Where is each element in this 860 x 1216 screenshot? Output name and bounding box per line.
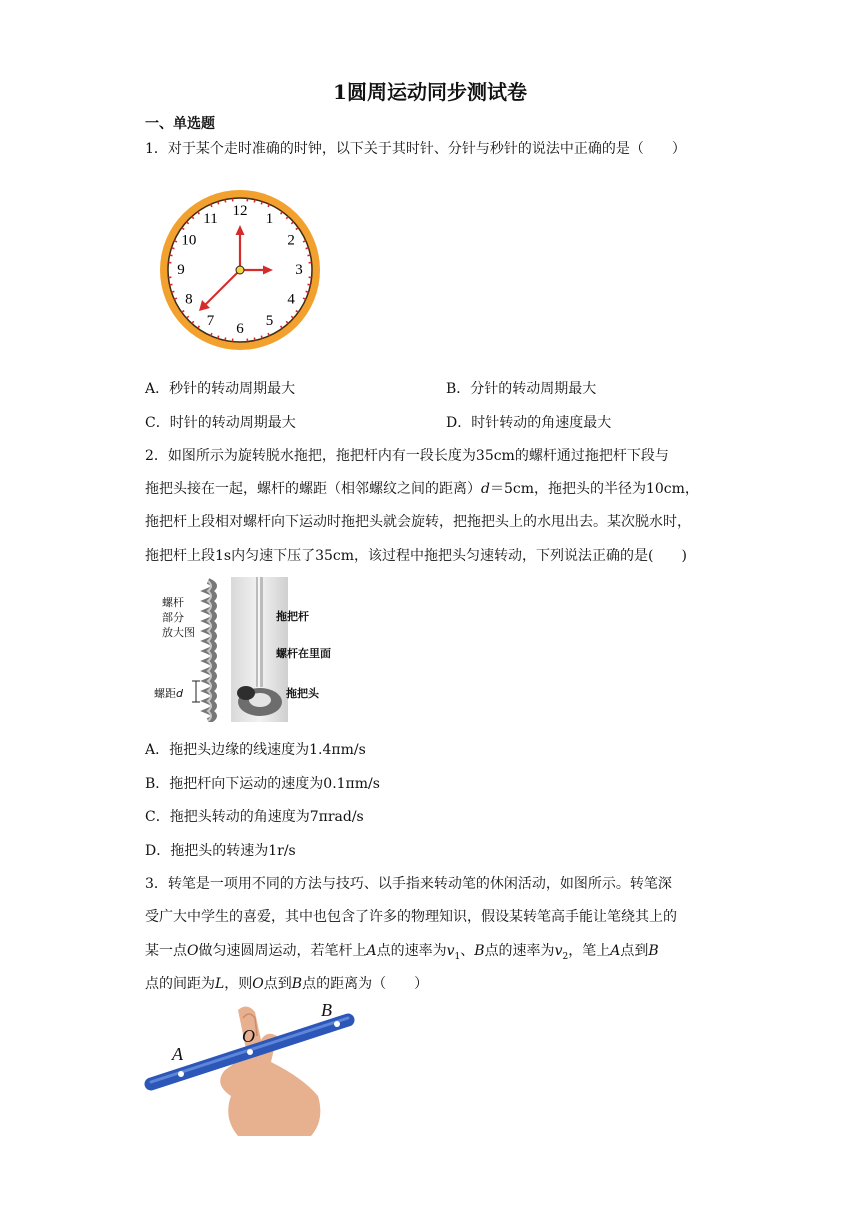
- q2-option-a[interactable]: A．拖把头边缘的线速度为1.4πm/s: [145, 742, 366, 758]
- clock-number: 7: [206, 313, 215, 330]
- clock-number: 3: [295, 262, 303, 278]
- label-o: O: [242, 1026, 255, 1046]
- clock-number: 1: [265, 210, 274, 227]
- head-label: 拖把头: [286, 687, 319, 700]
- clock-center: [236, 266, 244, 274]
- clock-tick: [225, 200, 226, 203]
- q1-option-b[interactable]: B．分针的转动周期最大: [446, 381, 597, 397]
- q3-stem-line1: 3．转笔是一项用不同的方法与技巧、以手指来转动笔的休闲活动，如图所示。转笔深: [145, 876, 672, 892]
- label-a: A: [172, 1044, 183, 1064]
- clock-tick: [303, 298, 306, 299]
- clock-number: 8: [185, 291, 193, 308]
- zoom-label: 螺杆 部分 放大图: [162, 596, 195, 639]
- q3-stem-line2: 受广大中学生的喜爱，其中也包含了许多的物理知识，假设某转笔高手能让笔绕其上的: [145, 909, 677, 925]
- q2-option-d[interactable]: D．拖把头的转速为1r/s: [145, 843, 296, 859]
- clock-tick: [261, 336, 262, 339]
- clock-tick: [218, 202, 219, 205]
- clock-number: 5: [265, 313, 274, 330]
- clock-tick: [170, 255, 173, 256]
- q2-stem-line1: 2．如图所示为旋转脱水拖把，拖把杆内有一段长度为35cm的螺杆通过拖把杆下段与: [145, 448, 669, 464]
- clock-tick: [306, 248, 309, 249]
- var-d: d: [481, 481, 490, 497]
- point-b: [334, 1021, 340, 1027]
- var-a: A: [366, 943, 377, 959]
- q2-text: 拖把头接在一起，螺杆的螺距（相邻螺纹之间的距离）: [145, 481, 481, 497]
- clock-tick: [307, 284, 310, 285]
- clock-tick: [170, 284, 173, 285]
- clock-number: 2: [287, 232, 295, 249]
- clock-tick: [306, 291, 309, 292]
- q1-option-a[interactable]: A．秒针的转动周期最大: [145, 381, 296, 397]
- clock-tick: [225, 337, 226, 340]
- q2-stem-line3: 拖把杆上段相对螺杆向下运动时拖把头就会旋转，把拖把头上的水甩出去。某次脱水时，: [145, 514, 691, 530]
- clock-figure: [157, 187, 323, 353]
- hand: [220, 1006, 320, 1136]
- q3-stem-line4: 点的间距为L，则O点到B点的距离为（ ）: [145, 976, 429, 992]
- point-o: [247, 1049, 253, 1055]
- q2-stem-line4: 拖把杆上段1s内匀速下压了35cm，该过程中拖把头匀速转动，下列说法正确的是( ): [145, 548, 687, 564]
- q1-option-c[interactable]: C．时针的转动周期最大: [145, 415, 296, 431]
- q2-option-c[interactable]: C．拖把头转动的角速度为7πrad/s: [145, 809, 364, 825]
- clock-tick: [211, 204, 212, 207]
- pen-figure: [143, 1000, 358, 1136]
- clock-tick: [218, 336, 219, 339]
- label-b: B: [321, 1000, 332, 1020]
- clock-tick: [268, 204, 269, 207]
- clock-number: 9: [177, 262, 185, 278]
- clock-tick: [174, 298, 177, 299]
- var-b: B: [474, 943, 485, 959]
- q2-stem-line2: [145, 479, 699, 499]
- q1-option-d[interactable]: D．时针转动的角速度最大: [446, 415, 612, 431]
- pitch-label: 螺距d: [154, 687, 183, 700]
- mop-figure: [148, 577, 331, 722]
- clock-tick: [307, 255, 310, 256]
- clock-number: 11: [203, 210, 218, 227]
- clock-tick: [174, 241, 177, 242]
- page-title: 1圆周运动同步测试卷: [333, 80, 527, 104]
- screw-inside-label: 螺杆在里面: [276, 647, 331, 660]
- q2-text: ＝5cm，拖把头的半径为10cm，: [489, 481, 699, 497]
- clock-number: 6: [236, 321, 244, 337]
- section-heading: 一、单选题: [145, 116, 215, 132]
- clock-tick: [172, 248, 175, 249]
- clock-tick: [254, 200, 255, 203]
- clock-tick: [211, 333, 212, 336]
- rod-label: 拖把杆: [276, 610, 309, 623]
- q2-option-b[interactable]: B．拖把杆向下运动的速度为0.1πm/s: [145, 776, 380, 792]
- clock-tick: [261, 202, 262, 205]
- var-l: L: [215, 976, 225, 992]
- clock-number: 10: [181, 232, 197, 249]
- clock-tick: [254, 337, 255, 340]
- clock-tick: [268, 333, 269, 336]
- clock-tick: [303, 241, 306, 242]
- clock-tick: [172, 291, 175, 292]
- var-o: O: [187, 943, 199, 959]
- q1-stem: 1．对于某个走时准确的时钟，以下关于其时针、分针与秒针的说法中正确的是（ ）: [145, 141, 686, 157]
- point-a: [178, 1071, 184, 1077]
- clock-number: 4: [287, 291, 295, 308]
- q3-stem-line3: 某一点O做匀速圆周运动，若笔杆上A点的速率为$v_1$、B点的速率为$v_2$，笔上A点到B: [145, 943, 659, 962]
- clock-number: 12: [232, 203, 248, 219]
